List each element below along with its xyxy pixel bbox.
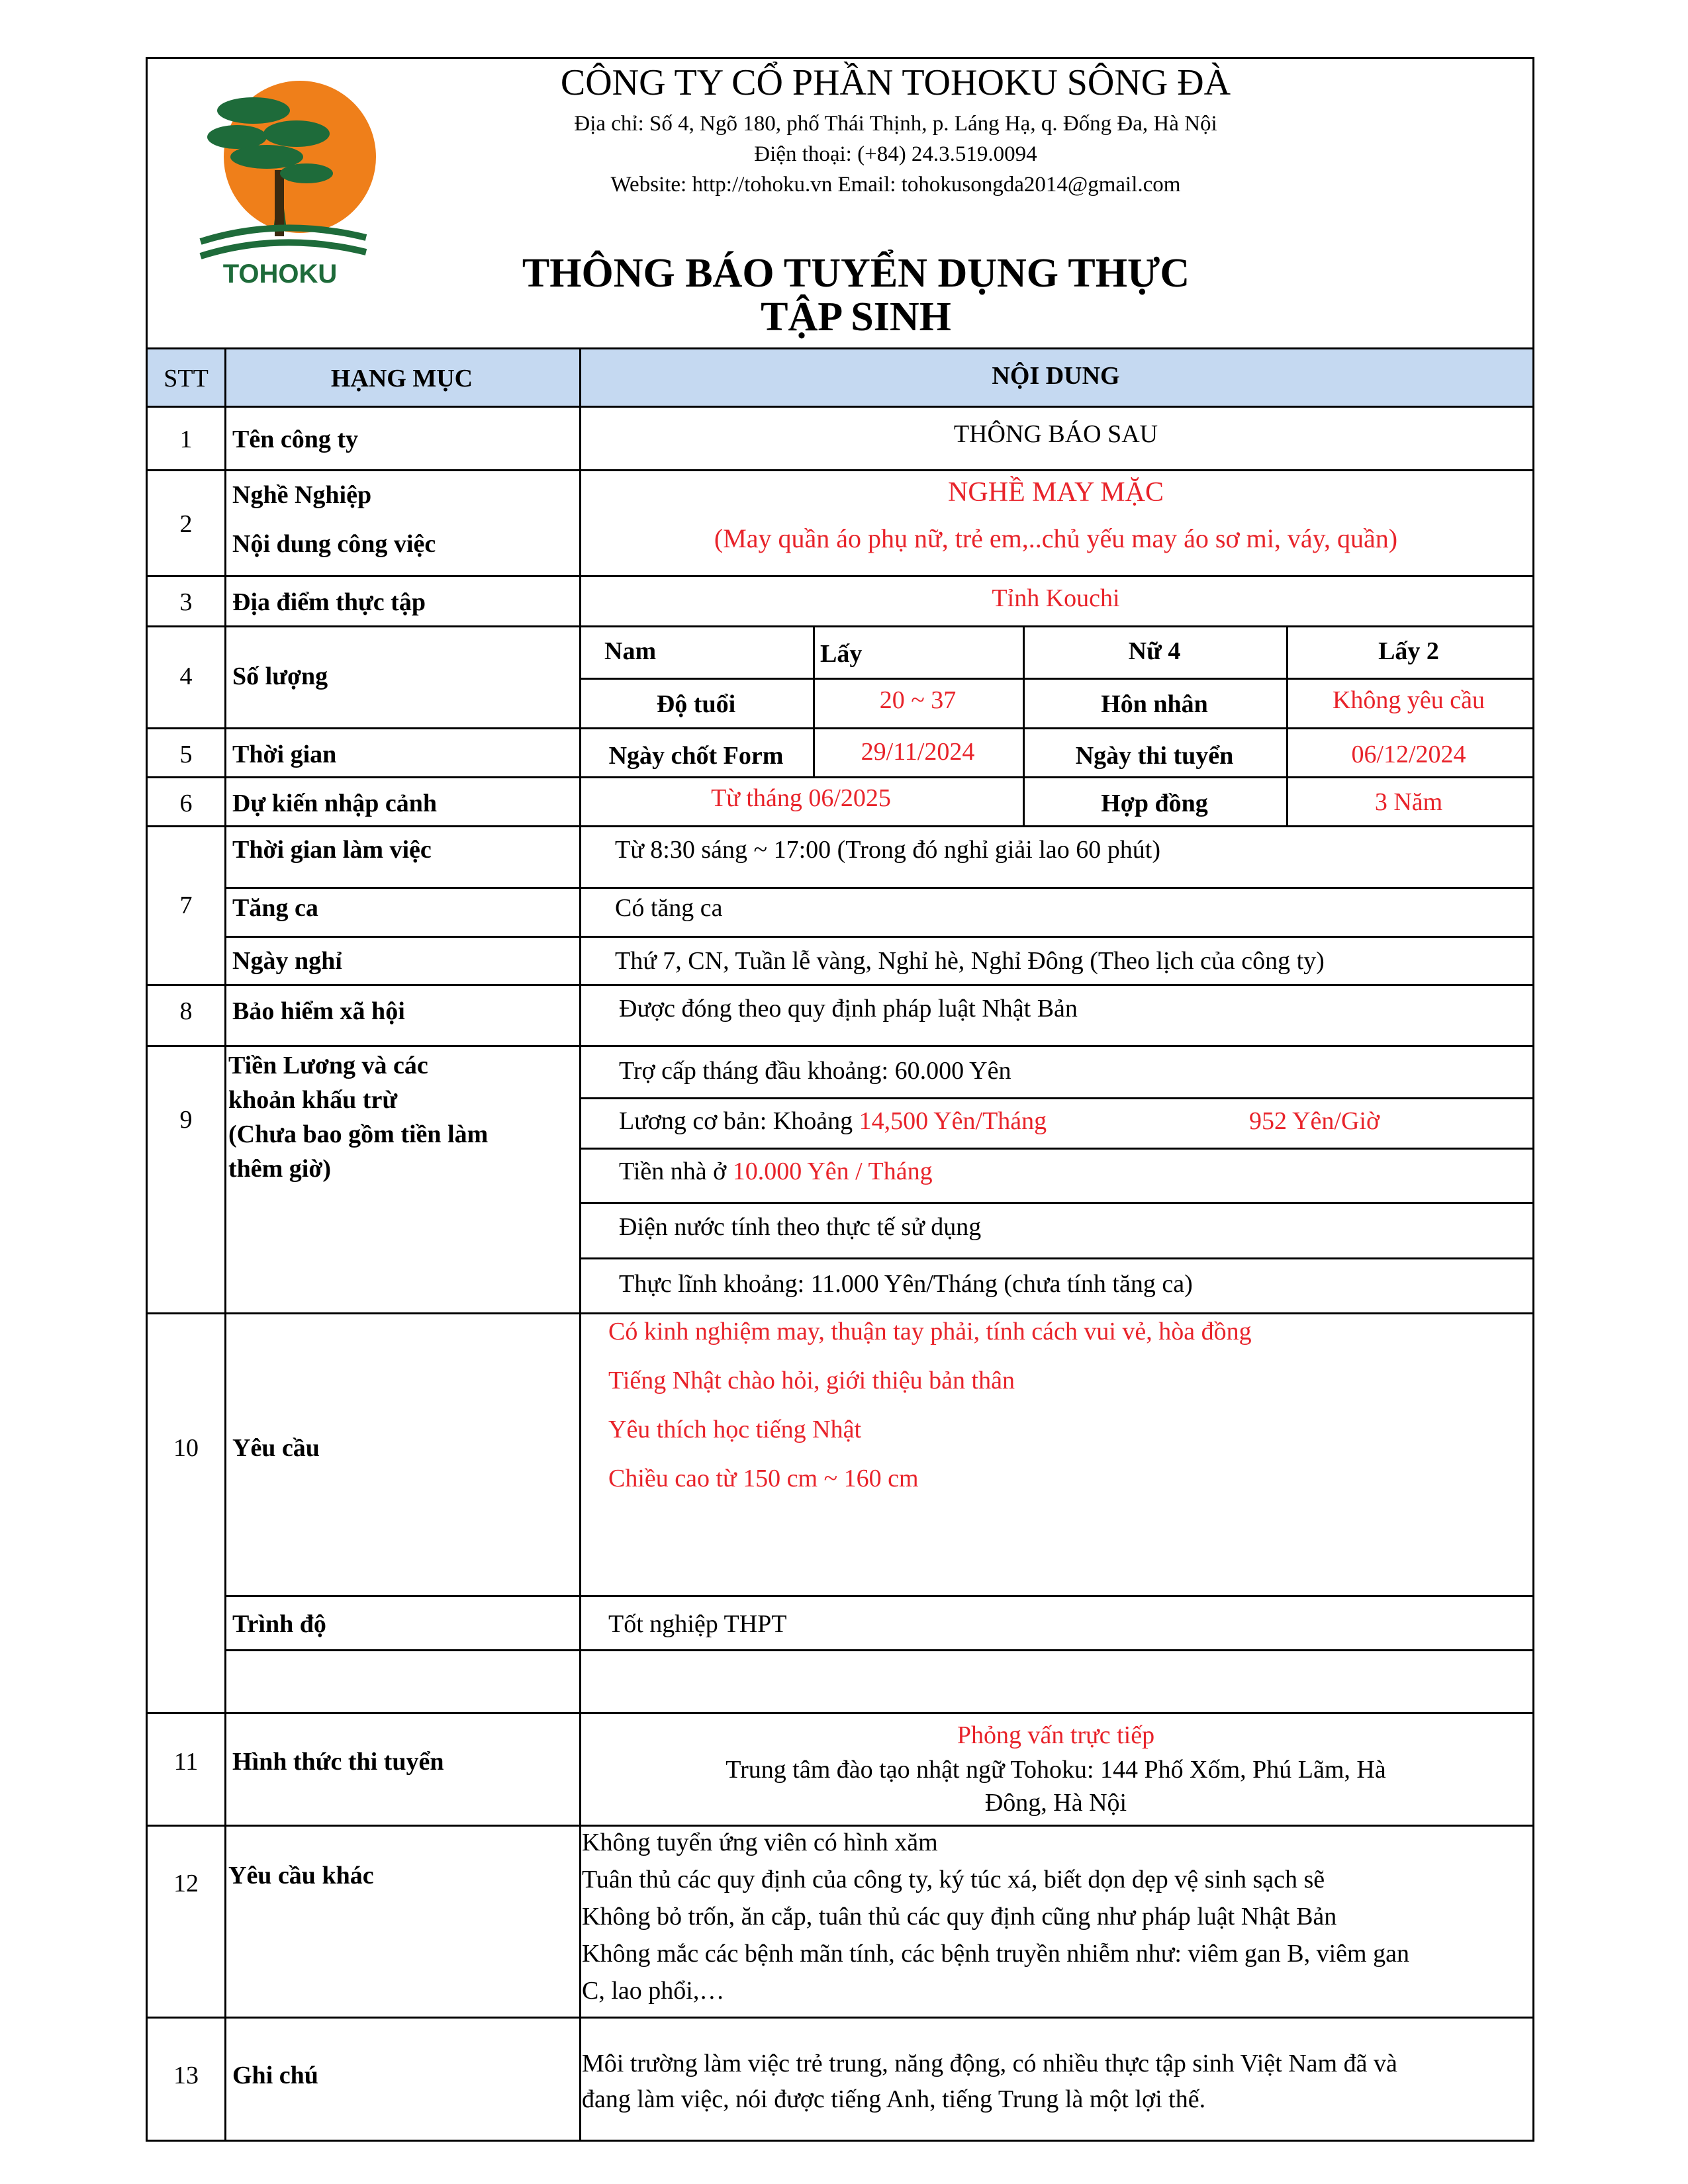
first-month-allowance: Trợ cấp tháng đầu khoảng: 60.000 Yên xyxy=(619,1057,1011,1085)
company-address: Địa chỉ: Số 4, Ngõ 180, phố Thái Thịnh, p. Láng Hạ, q. Đống Đa, Hà Nội xyxy=(574,112,1217,136)
row-category: Địa điểm thực tập xyxy=(232,588,426,616)
male-quota: Lấy xyxy=(820,640,863,668)
other-requirement: Tuân thủ các quy định của công ty, ký túc xá, biết dọn dẹp vệ sinh sạch sẽ xyxy=(582,1866,1325,1893)
contract-value: 3 Năm xyxy=(1374,788,1443,816)
interview-location: Trung tâm đào tạo nhật ngữ Tohoku: 144 Phố Xốm, Phú Lãm, Hà xyxy=(726,1756,1386,1784)
row-number: 8 xyxy=(179,997,193,1025)
row-category: Số lượng xyxy=(232,662,328,690)
note-line: đang làm việc, nói được tiếng Anh, tiếng Trung là một lợi thế. xyxy=(582,2085,1206,2113)
age-label: Độ tuổi xyxy=(656,690,736,718)
days-off-value: Thứ 7, CN, Tuần lễ vàng, Nghỉ hè, Nghỉ Đông (Theo lịch của công ty) xyxy=(615,947,1325,975)
row-category: Tiền Lương và các xyxy=(228,1052,428,1079)
header-category: HẠNG MỤC xyxy=(330,365,473,392)
insurance-value: Được đóng theo quy định pháp luật Nhật Bản xyxy=(619,995,1078,1023)
working-hours-value: Từ 8:30 sáng ~ 17:00 (Trong đó nghỉ giải lao 60 phút) xyxy=(615,836,1160,864)
marriage-value: Không yêu cầu xyxy=(1332,686,1485,714)
table-row xyxy=(148,1712,1532,1825)
row-category: Ngày nghỉ xyxy=(232,947,342,975)
job-description-value: (May quần áo phụ nữ, trẻ em,..chủ yếu may áo sơ mi, váy, quần) xyxy=(714,523,1398,553)
table-row xyxy=(148,984,1532,1045)
requirement-item: Yêu thích học tiếng Nhật xyxy=(608,1416,862,1443)
row-category: Nghề Nghiệp xyxy=(232,481,372,509)
table-row xyxy=(148,625,1532,727)
other-requirement: Không bỏ trốn, ăn cắp, tuân thủ các quy định cũng như pháp luật Nhật Bản xyxy=(582,1903,1337,1931)
exam-date-value: 06/12/2024 xyxy=(1351,741,1466,768)
row-category: Tăng ca xyxy=(232,894,318,922)
marriage-label: Hôn nhân xyxy=(1101,690,1208,718)
row-category: Dự kiến nhập cảnh xyxy=(232,790,437,817)
company-website: Website: http://tohoku.vn Email: tohokusongda2014@gmail.com xyxy=(610,173,1181,197)
net-income: Thực lĩnh khoảng: 11.000 Yên/Tháng (chưa tính tăng ca) xyxy=(619,1270,1193,1298)
entry-date-value: Từ tháng 06/2025 xyxy=(711,784,891,812)
other-requirement: Không mắc các bệnh mãn tính, các bệnh truyền nhiễm như: viêm gan B, viêm gan xyxy=(582,1940,1409,1968)
company-name-value: THÔNG BÁO SAU xyxy=(953,420,1158,448)
recruitment-notice-sheet xyxy=(146,57,1534,2142)
hourly-wage: 952 Yên/Giờ xyxy=(1249,1107,1380,1135)
row-category: Thời gian xyxy=(232,741,337,768)
row-number: 2 xyxy=(179,510,193,538)
row-category: Yêu cầu xyxy=(232,1434,320,1462)
row-number: 9 xyxy=(179,1106,193,1134)
row-category: Bảo hiểm xã hội xyxy=(232,997,405,1025)
row-category: thêm giờ) xyxy=(228,1155,332,1183)
utilities-note: Điện nước tính theo thực tế sử dụng xyxy=(619,1213,982,1241)
overtime-value: Có tăng ca xyxy=(615,894,723,922)
note-line: Môi trường làm việc trẻ trung, năng động, có nhiều thực tập sinh Việt Nam đã và xyxy=(582,2050,1397,2077)
basic-salary: Lương cơ bản: Khoảng 14,500 Yên/Tháng xyxy=(619,1107,1047,1135)
row-number: 11 xyxy=(173,1748,199,1776)
table-row xyxy=(148,406,1532,469)
table-row xyxy=(148,776,1532,825)
table-header xyxy=(148,347,1532,406)
row-number: 13 xyxy=(173,2062,199,2089)
contract-label: Hợp đồng xyxy=(1101,790,1208,817)
document-title-line2: TẬP SINH xyxy=(761,295,951,340)
row-number: 12 xyxy=(173,1870,199,1897)
female-quota: Lấy 2 xyxy=(1378,637,1439,665)
occupation-value: NGHỀ MAY MẶC xyxy=(948,477,1164,508)
row-number: 3 xyxy=(179,588,193,616)
row-category: Thời gian làm việc xyxy=(232,836,432,864)
exam-date-label: Ngày thi tuyển xyxy=(1075,742,1234,770)
row-category: Hình thức thi tuyển xyxy=(232,1748,444,1776)
age-value: 20 ~ 37 xyxy=(879,686,957,714)
row-category: khoản khấu trừ xyxy=(228,1086,398,1114)
logo-text: TOHOKU xyxy=(222,259,338,289)
table-row xyxy=(148,825,1532,984)
table-row xyxy=(148,1312,1532,1712)
housing-cost: Tiền nhà ở 10.000 Yên / Tháng xyxy=(619,1158,933,1185)
table-row xyxy=(148,469,1532,575)
row-category: Ghi chú xyxy=(232,2062,318,2089)
company-name: CÔNG TY CỔ PHẦN TOHOKU SÔNG ĐÀ xyxy=(560,62,1231,103)
row-category: Yêu cầu khác xyxy=(228,1862,374,1889)
requirement-item: Tiếng Nhật chào hỏi, giới thiệu bản thân xyxy=(608,1367,1015,1394)
document-title: THÔNG BÁO TUYỂN DỤNG THỰC xyxy=(522,251,1190,296)
education-value: Tốt nghiệp THPT xyxy=(608,1610,787,1638)
row-category: Nội dung công việc xyxy=(232,530,436,558)
row-category: Tên công ty xyxy=(232,426,358,453)
table-row xyxy=(148,575,1532,625)
row-category: (Chưa bao gồm tiền làm xyxy=(228,1120,489,1148)
education-label: Trình độ xyxy=(232,1610,326,1638)
document-header xyxy=(148,59,1532,347)
form-deadline-value: 29/11/2024 xyxy=(861,738,975,766)
female-label: Nữ 4 xyxy=(1128,637,1181,665)
row-number: 10 xyxy=(173,1434,199,1462)
header-content: NỘI DUNG xyxy=(992,362,1120,390)
male-label: Nam xyxy=(604,637,657,665)
header-stt: STT xyxy=(164,365,209,392)
row-number: 4 xyxy=(179,662,193,690)
table-row xyxy=(148,2017,1532,2142)
requirement-item: Chiều cao từ 150 cm ~ 160 cm xyxy=(608,1465,919,1492)
table-row xyxy=(148,1045,1532,1312)
form-deadline-label: Ngày chốt Form xyxy=(608,742,784,770)
row-number: 7 xyxy=(179,891,193,919)
row-number: 5 xyxy=(179,741,193,768)
requirement-item: Có kinh nghiệm may, thuận tay phải, tính cách vui vẻ, hòa đồng xyxy=(608,1318,1252,1345)
row-number: 6 xyxy=(179,790,193,817)
table-row xyxy=(148,1825,1532,2017)
other-requirement: Không tuyển ứng viên có hình xăm xyxy=(582,1829,938,1856)
other-requirement: C, lao phổi,… xyxy=(582,1977,725,2005)
company-phone: Điện thoại: (+84) 24.3.519.0094 xyxy=(754,142,1037,166)
interview-method: Phỏng vấn trực tiếp xyxy=(957,1721,1155,1749)
interview-location-line2: Đông, Hà Nội xyxy=(984,1789,1127,1817)
row-number: 1 xyxy=(179,426,193,453)
table-row xyxy=(148,727,1532,776)
location-value: Tỉnh Kouchi xyxy=(992,584,1120,612)
